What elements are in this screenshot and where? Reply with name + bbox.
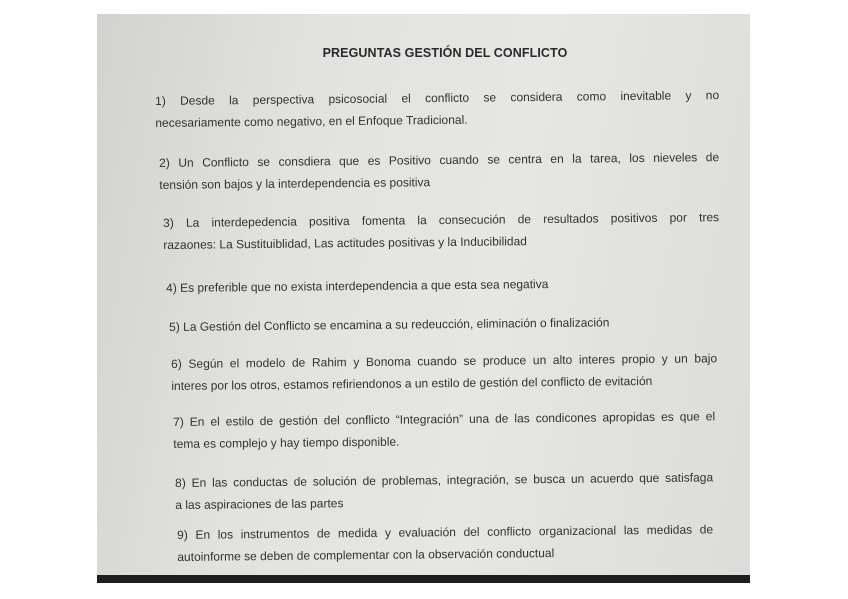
question-2: [159, 146, 719, 196]
question-2-line-1: 2) Un Conflicto se consdiera que es Positivo cuando se centra en la tarea, los nieveles de: [159, 150, 720, 170]
question-6: [171, 347, 717, 397]
question-3-line-1: 3) La interdepedencia positiva fomenta la consecución de resultados positivos por tres: [163, 210, 720, 230]
question-1-line-2: necesariamente como negativo, en el Enfoque Tradicional.: [155, 112, 468, 130]
question-9: [177, 518, 713, 568]
question-3: [163, 206, 719, 256]
question-1: [155, 84, 719, 134]
question-5-line-1: 5) La Gestión del Conflicto se encamina a su redeucción, eliminación o finalización: [169, 315, 610, 334]
question-7-line-1: 7) En el estilo de gestión del conflicto “Integración” una de las condicones apropidas es que el: [173, 409, 716, 429]
question-6-line-2: interes por los otros, estamos refiriendonos a un estilo de gestión del conflicto de evitación: [171, 373, 653, 393]
question-8-line-1: 8) En las conductas de solución de problemas, integración, se busca un acuerdo que satisfaga: [175, 470, 714, 490]
question-4-line-1: 4) Es preferible que no exista interdependencia a que esta sea negativa: [166, 276, 549, 295]
question-1-line-1: 1) Desde la perspectiva psicosocial el conflicto se considera como inevitable y no: [155, 88, 720, 108]
question-3-line-2: razaones: La Sustituiblidad, Las actitudes positivas y la Inducibilidad: [163, 234, 527, 252]
question-9-line-1: 9) En los instrumentos de medida y evaluación del conflicto organizacional las medidas de: [177, 522, 714, 542]
bottom-edge: [97, 575, 750, 583]
question-2-line-2: tensión son bajos y la interdependencia es positiva: [159, 175, 431, 192]
question-9-line-2: autoinforme se deben de complementar con la observación conductual: [177, 546, 555, 564]
question-6-line-1: 6) Según el modelo de Rahim y Bonoma cuando se produce un alto interes propio y un bajo: [171, 351, 718, 371]
document-title: PREGUNTAS GESTIÓN DEL CONFLICTO: [322, 46, 568, 60]
question-7-line-2: tema es complejo y hay tiempo disponible.: [173, 434, 400, 451]
question-8: [175, 466, 713, 516]
question-7: [173, 405, 715, 455]
question-8-line-2: a las aspiraciones de las partes: [175, 496, 344, 512]
